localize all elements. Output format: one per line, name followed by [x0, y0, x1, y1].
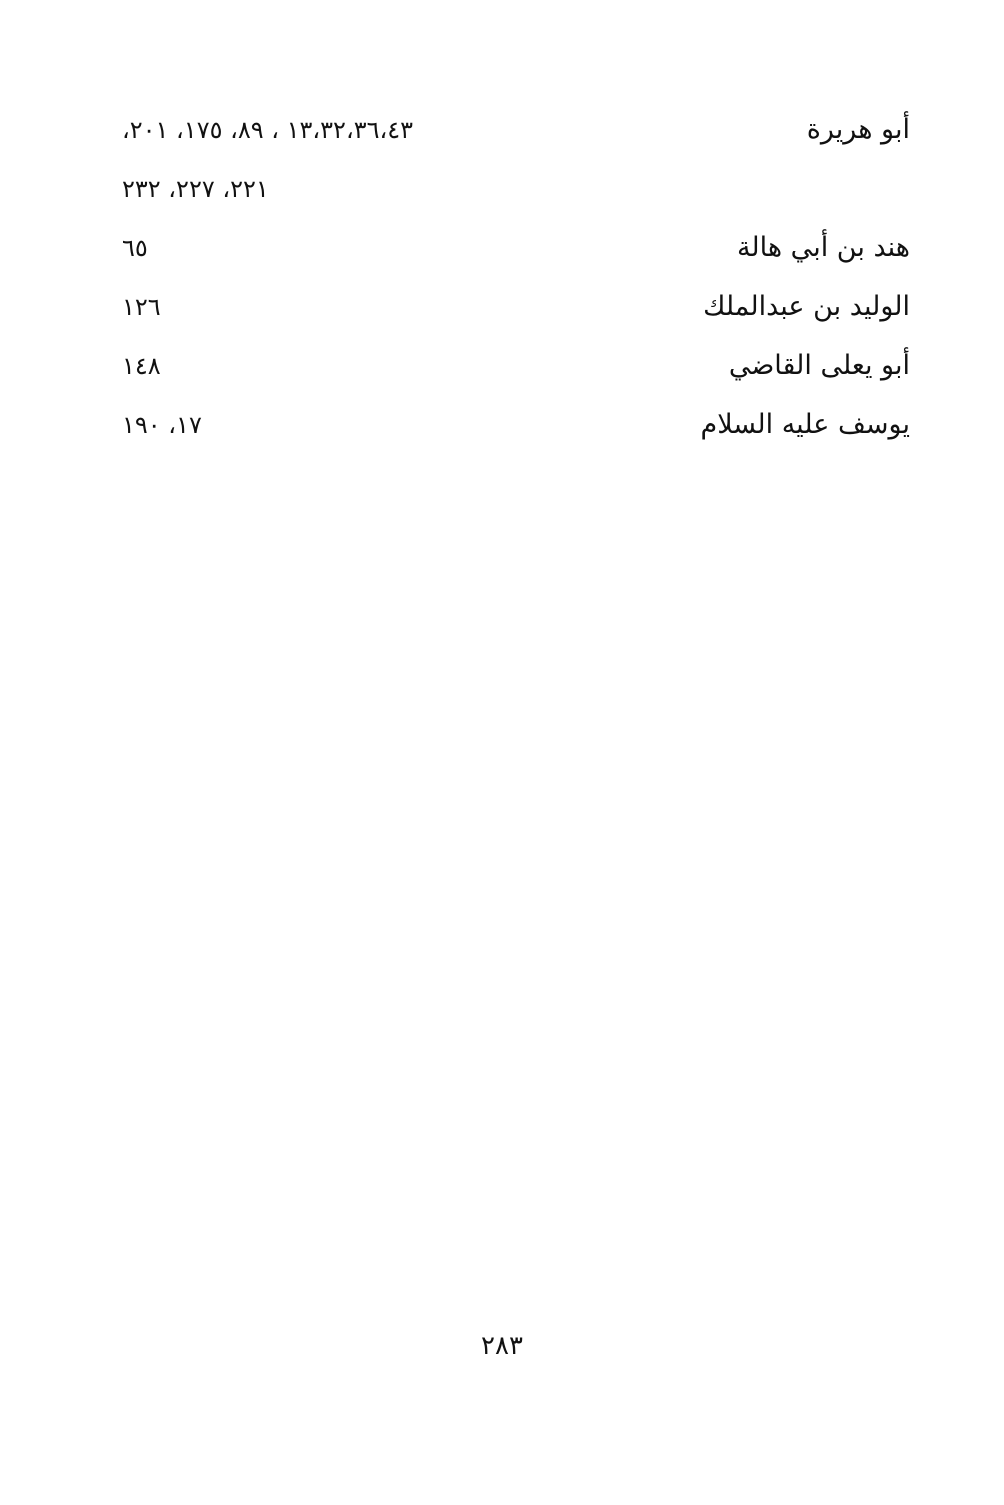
- index-entry: [110, 403, 910, 462]
- entry-page-refs: ١٢٦: [122, 293, 161, 321]
- entry-name: يوسف عليه السلام: [700, 409, 910, 440]
- entry-name: الوليد بن عبدالملك: [703, 291, 910, 322]
- entry-name: هند بن أبي هالة: [736, 232, 910, 263]
- entry-page-refs: ١٤٨: [122, 352, 161, 380]
- entry-page-refs: ١٧، ١٩٠: [122, 411, 202, 439]
- index-entry-continuation: [110, 167, 910, 226]
- index-entry: [110, 285, 910, 344]
- index-entry: [110, 108, 910, 167]
- names-index: [110, 108, 910, 462]
- entry-page-refs: ٦٥: [122, 234, 148, 262]
- index-entry: [110, 344, 910, 403]
- index-entry: [110, 226, 910, 285]
- entry-name: أبو يعلى القاضي: [728, 350, 910, 381]
- page-number: ٢٨٣: [481, 1331, 523, 1361]
- entry-name: أبو هريرة: [806, 114, 910, 145]
- entry-page-refs: ٢٢١، ٢٢٧، ٢٣٢: [122, 175, 269, 203]
- entry-page-refs: ١٣،٣٢،٣٦،٤٣ ، ٨٩، ١٧٥، ٢٠١،: [122, 116, 414, 144]
